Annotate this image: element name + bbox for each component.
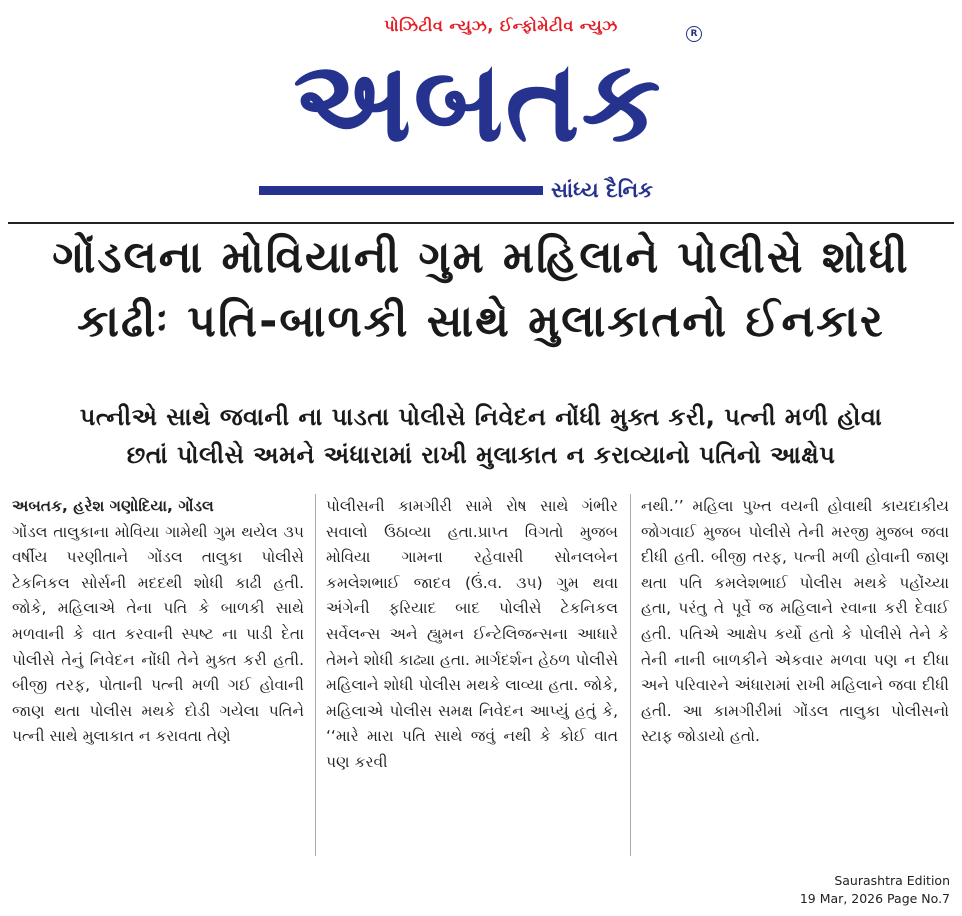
masthead xyxy=(0,0,962,222)
column-divider xyxy=(315,494,316,856)
header-divider xyxy=(8,222,954,224)
edition-label: Saurashtra Edition xyxy=(834,873,950,888)
column-1-body: ગોંડલ તાલુકાના મોવિયા ગામેથી ગુમ થયેલ ૩૫ વર્ષીય પરણીતાને ગોંડલ તાલુકા પોલીસે ટેકનિકલ સોર્સની મદદથી શોધી કાઢી હતી. જોકે, મહિલાએ તેના પતિ કે બાળકી સાથે મળવાની કે વાત કરવાની સ્પષ્ટ ના પાડી દેતા પોલીસે તેનું નિવેદન નોંધી તેને મુક્ત કરી હતી. બીજી તરફ, પોતાની પત્ની મળી ગઈ હોવાની જાણ થતા પોલીસ મથકે દોડી ગયેલા પતિને પત્ની સાથે મુલાકાત ન કરાવતા તેણે xyxy=(12,522,304,746)
page-footer xyxy=(800,872,950,908)
article-headline xyxy=(6,226,956,354)
article-subheadline xyxy=(6,398,956,474)
column-3-body: નથી.’’ મહિલા પુખ્ત વયની હોવાથી કાયદાકીય જોગવાઈ મુજબ પોલીસે તેની મરજી મુજબ જવા દીધી હતી. બીજી તરફ, પત્ની મળી હોવાની જાણ થતા પતિ કમલેશભાઈ પોલીસ મથકે પહોંચ્યા હતા, પરંતુ તે પૂર્વે જ મહિલાને રવાના કરી દેવાઈ હતી. પતિએ આક્ષેપ કર્યો હતો કે પોલીસે તેને કે તેની નાની બાળકીને એકવાર મળવા પણ ન દીધા અને પરિવારને અંધારામાં રાખી મહિલાને જવા દીધી હતી. આ કામગીરીમાં ગોંડલ તાલુકા પોલીસનો સ્ટાફ જોડાયો હતો. xyxy=(641,497,949,746)
byline: અબતક, હરેશ ગણોદિયા, ગોંડલ xyxy=(12,497,214,515)
masthead-subtitle: સાંધ્ય દૈનિક xyxy=(551,178,653,202)
masthead-tagline: પોઝિટીવ ન્યુઝ, ઈન્ફોમેટીવ ન્યુઝ xyxy=(384,16,618,35)
article-column-2 xyxy=(326,494,618,776)
date-page-label: 19 Mar, 2026 Page No.7 xyxy=(799,891,950,906)
headline-line-2: કાઢીઃ પતિ-બાળકી સાથે મુલાકાતનો ઈનકાર xyxy=(77,296,885,347)
masthead-subtitle-strip xyxy=(259,176,691,204)
subhead-line-2: છતાં પોલીસે અમને અંધારામાં રાખી મુલાકાત ન કરાવ્યાનો પતિનો આક્ષેપ xyxy=(126,441,836,469)
column-divider xyxy=(630,494,631,856)
headline-line-1: ગોંડલના મોવિયાની ગુમ મહિલાને પોલીસે શોધી xyxy=(52,232,910,283)
column-2-body: પોલીસની કામગીરી સામે રોષ સાથે ગંભીર સવાલો ઉઠાવ્યા હતા.પ્રાપ્ત વિગતો મુજબ મોવિયા ગામના રહેવાસી સોનલબેન કમલેશભાઈ જાદવ (ઉં.વ. ૩૫) ગુમ થવા અંગેની ફરિયાદ બાદ પોલીસે ટેકનિકલ સર્વેલન્સ અને હ્યુમન ઈન્ટેલિજન્સના આધારે તેમને શોધી કાઢ્યા હતા. માર્ગદર્શન હેઠળ પોલીસે મહિલાને શોધી પોલીસ મથકે લાવ્યા હતા. જોકે, મહિલાએ પોલીસ સમક્ષ નિવેદન આપ્યું હતું કે, ‘‘મારે મારા પતિ સાથે જવું નથી કે કોઈ વાત પણ કરવી xyxy=(326,497,618,771)
subhead-line-1: પત્નીએ સાથે જવાની ના પાડતા પોલીસે નિવેદન નોંધી મુક્ત કરી, પત્ની મળી હોવા xyxy=(79,403,883,431)
article-column-3 xyxy=(641,494,949,750)
masthead-bar xyxy=(259,186,543,195)
article-column-1 xyxy=(12,494,304,750)
newspaper-logo: અબતક xyxy=(293,37,663,167)
registered-mark-icon: R xyxy=(686,26,702,42)
